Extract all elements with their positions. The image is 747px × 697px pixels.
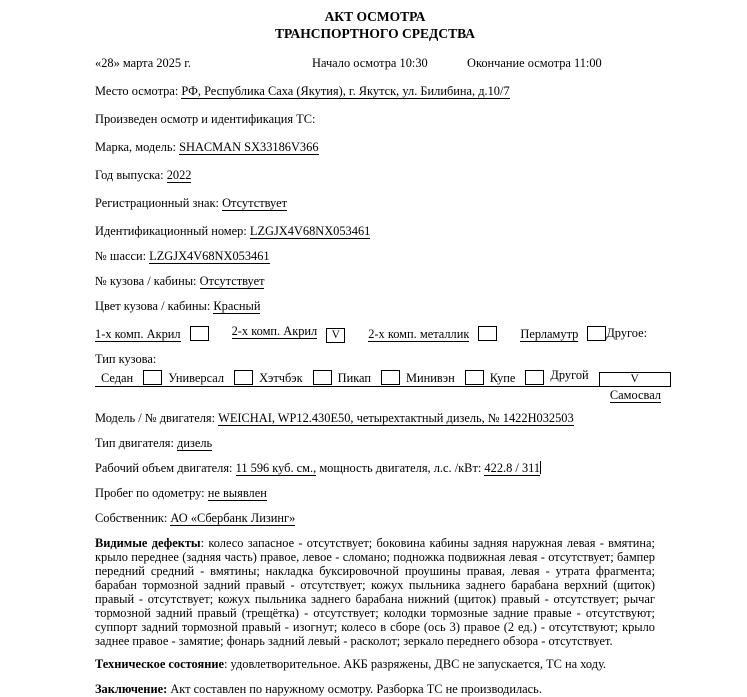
field-engine-model <box>95 411 655 426</box>
technical-condition-label: Техническое состояние <box>95 657 224 671</box>
field-chassis-label: № шасси: <box>95 249 147 263</box>
technical-condition-text: : удовлетворительное. АКБ разряжены, ДВС не запускается, ТС на ходу. <box>223 657 607 671</box>
body-type-coupe-label: Купе <box>489 370 516 385</box>
field-engine-model-label: Модель / № двигателя: <box>95 411 216 425</box>
field-body-number-value: Отсутствует <box>199 274 265 288</box>
field-owner-label: Собственник: <box>95 511 168 525</box>
field-make-model-value: SHACMAN SX33186V366 <box>179 140 319 154</box>
visible-defects-paragraph <box>95 536 655 648</box>
body-type-coupe-checkbox[interactable] <box>525 370 544 385</box>
field-year <box>95 168 655 183</box>
conclusion-label: Заключение: <box>95 682 168 696</box>
field-vin-label: Идентификационный номер: <box>95 224 247 238</box>
body-type-hatchback <box>253 370 332 386</box>
technical-condition-paragraph <box>95 657 655 672</box>
paint-option-metallic-checkbox[interactable] <box>478 326 497 341</box>
paint-option-pearl-label: Перламутр <box>520 326 579 341</box>
body-type-minivan-label: Минивэн <box>406 370 455 385</box>
field-year-label: Год выпуска: <box>95 168 164 182</box>
field-odometer-value: не выявлен <box>207 486 267 500</box>
field-chassis-value: LZGJX4V68NX053461 <box>149 249 270 263</box>
field-color <box>95 299 655 314</box>
paint-option-metallic-label: 2-х комп. металлик <box>368 326 470 341</box>
field-odometer-label: Пробег по одометру: <box>95 486 205 500</box>
field-engine-power-label: мощность двигателя, л.с. /кВт: <box>319 461 482 475</box>
field-engine-type <box>95 436 655 451</box>
conclusion-paragraph <box>95 682 655 697</box>
body-type-pickup-checkbox[interactable] <box>381 370 400 385</box>
body-type-other-value: Самосвал <box>609 388 661 402</box>
paint-option-acryl1-label: 1-х комп. Акрил <box>95 326 181 341</box>
field-odometer <box>95 486 655 501</box>
paint-option-other-label: Другое: <box>606 326 648 340</box>
field-engine-volume-value: 11 596 куб. см., <box>235 461 317 475</box>
field-engine-volume-label: Рабочий объем двигателя: <box>95 461 233 475</box>
body-type-sedan <box>95 370 162 386</box>
body-type-other-label: Другой <box>550 368 589 382</box>
inspection-start-time: Начало осмотра 10:30 <box>312 56 428 70</box>
body-type-sedan-checkbox[interactable] <box>143 370 162 385</box>
field-color-value: Красный <box>213 299 261 313</box>
paint-option-acryl2-checkbox[interactable]: V <box>326 328 345 343</box>
field-performed <box>95 112 655 127</box>
field-color-label: Цвет кузова / кабины: <box>95 299 211 313</box>
field-chassis <box>95 249 655 264</box>
visible-defects-text: : колесо запасное - отсутствует; боковина кабины задняя наружная левая - вмятина; крыло переднее (задняя часть) правое, левое - сломано; подножка подвижная левая - отсутствует; бампер передний средний - вмятины; накладка буксировочной проушины правая, левая - утрата фрагмента; барабан тормозной задний правый - отсутствует; кожух пыльника заднего барабана верхний (щиток) правый - отсутствует; кожух пыльника заднего барабана нижний (щиток) правый - отсутствует; рычаг тормозной задний правый (трещётка) - отсутствует; колодки тормозные задние правые - отсутствуют; суппорт задний тормозной правый - изогнут; колесо в сборе (ось 3) правое (2 ед.) - отсутствуют; крыло заднее правое - замятие; фонарь задний левый - расколот; зеркало переднего обзора - отсутствует. <box>95 536 655 648</box>
paint-option-pearl <box>520 326 606 342</box>
field-engine-power-value: 422.8 / 311 <box>484 461 541 475</box>
paint-option-metallic <box>368 326 497 342</box>
document-title <box>95 8 655 42</box>
body-type-wagon-checkbox[interactable] <box>234 370 253 385</box>
title-line-2: ТРАНСПОРТНОГО СРЕДСТВА <box>274 26 475 41</box>
inspection-date: «28» марта 2025 г. <box>95 56 191 70</box>
inspection-end-time: Окончание осмотра 11:00 <box>467 56 602 70</box>
body-type-other <box>544 368 670 387</box>
paint-option-acryl1 <box>95 326 209 342</box>
field-reg-plate-label: Регистрационный знак: <box>95 196 219 210</box>
field-reg-plate-value: Отсутствует <box>222 196 287 210</box>
visible-defects-label: Видимые дефекты <box>95 536 201 550</box>
paint-option-acryl2-label: 2-х комп. Акрил <box>231 324 318 338</box>
body-type-other-value-row <box>95 388 661 403</box>
body-type-minivan-checkbox[interactable] <box>465 370 484 385</box>
body-type-wagon-label: Универсал <box>168 370 225 385</box>
field-reg-plate <box>95 196 655 211</box>
field-body-number-label: № кузова / кабины: <box>95 274 197 288</box>
field-year-value: 2022 <box>166 168 192 182</box>
body-type-row <box>95 369 655 387</box>
field-place-label: Место осмотра: <box>95 84 179 98</box>
body-type-coupe <box>484 370 545 386</box>
body-type-sedan-label: Седан <box>101 370 134 385</box>
field-engine-model-value: WEICHAI, WP12.430E50, четырехтактный дизель, № 1422H032503 <box>218 411 574 425</box>
body-type-wagon <box>162 370 253 386</box>
paint-type-row <box>95 324 655 343</box>
body-type-minivan <box>400 370 484 386</box>
paint-option-acryl1-checkbox[interactable] <box>190 326 209 341</box>
date-row <box>95 56 655 71</box>
field-engine-type-value: дизель <box>177 436 213 450</box>
conclusion-text: Акт составлен по наружному осмотру. Разборка ТС не производилась. <box>167 682 542 696</box>
body-type-pickup-label: Пикап <box>337 370 372 385</box>
field-engine-volume <box>95 461 655 476</box>
body-type-other-checkbox[interactable]: V <box>599 372 671 387</box>
body-type-hatchback-checkbox[interactable] <box>313 370 332 385</box>
field-place-value: РФ, Республика Саха (Якутия), г. Якутск, ул. Билибина, д.10/7 <box>181 84 510 98</box>
body-type-pickup <box>332 370 400 386</box>
paint-option-pearl-checkbox[interactable] <box>587 326 606 341</box>
field-make-model-label: Марка, модель: <box>95 140 176 154</box>
body-type-label: Тип кузова: <box>95 352 157 366</box>
field-owner <box>95 511 655 526</box>
paint-option-other <box>606 326 655 341</box>
field-vin <box>95 224 655 239</box>
text-cursor <box>540 461 541 474</box>
body-type-hatchback-label: Хэтчбэк <box>259 370 303 385</box>
field-engine-type-label: Тип двигателя: <box>95 436 174 450</box>
field-body-number <box>95 274 655 289</box>
field-performed-label: Произведен осмотр и идентификация ТС: <box>95 112 316 126</box>
field-vin-value: LZGJX4V68NX053461 <box>249 224 371 238</box>
paint-option-acryl2 <box>232 324 346 343</box>
field-make-model <box>95 140 655 155</box>
title-line-1: АКТ ОСМОТРА <box>324 9 426 24</box>
field-owner-value: АО «Сбербанк Лизинг» <box>170 511 296 525</box>
field-place <box>95 84 655 99</box>
